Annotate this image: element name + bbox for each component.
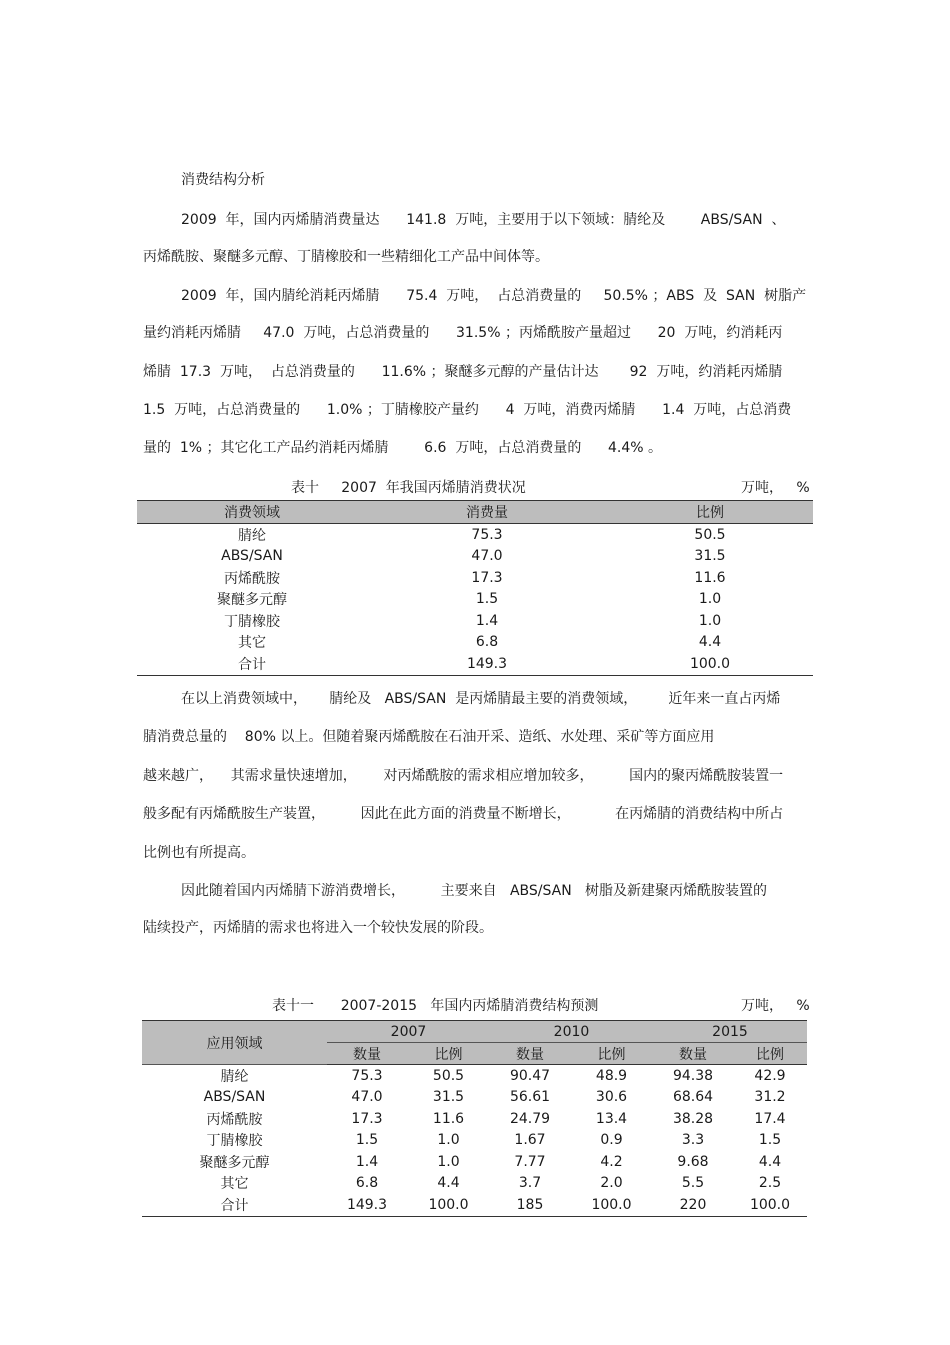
cell-ratio: 100.0 <box>689 655 731 672</box>
table-row <box>142 1173 807 1195</box>
cell-ratio-2007: 4.4 <box>437 1175 460 1192</box>
cell-ratio-2010: 0.9 <box>600 1132 623 1149</box>
paragraph-2-line-2: 量约消耗丙烯腈 47.0 万吨，占总消费量的 31.5% ；丙烯酰胺产量超过 20 万吨，约消耗丙 <box>143 325 783 341</box>
cell-qty-2010: 90.47 <box>509 1067 551 1084</box>
cell-qty-2010: 1.67 <box>514 1132 546 1149</box>
paragraph-3-line-4: 般多配有丙烯酰胺生产装置， 因此在此方面的消费量不断增长， 在丙烯腈的消费结构中所占 <box>143 806 784 822</box>
table-10 <box>137 500 813 676</box>
cell-qty-2010: 56.61 <box>509 1089 551 1106</box>
table-header-row-years <box>142 1021 807 1043</box>
header-consumption-amount: 消费量 <box>367 501 607 524</box>
cell-field: 聚醚多元醇 <box>199 1154 270 1171</box>
cell-ratio-2007: 1.0 <box>437 1132 460 1149</box>
paragraph-4-line-1: 因此随着国内丙烯腈下游消费增长， 主要来自 ABS/SAN 树脂及新建聚丙烯酰胺装置的 <box>181 883 768 899</box>
cell-ratio: 4.4 <box>698 634 722 651</box>
cell-ratio-2010: 13.4 <box>595 1110 628 1127</box>
cell-field: 其它 <box>220 1176 249 1193</box>
table-row <box>142 1087 807 1109</box>
cell-ratio-2015: 17.4 <box>754 1110 786 1127</box>
paragraph-2-line-3: 烯腈 17.3 万吨， 占总消费量的 11.6% ；聚醚多元醇的产量估计达 92 万吨，约消耗丙烯腈 <box>143 364 783 380</box>
cell-qty-2007: 149.3 <box>346 1196 388 1213</box>
header-year-2007: 2007 <box>327 1021 490 1043</box>
paragraph-1-line-2: 丙烯酰胺、聚醚多元醇、丁腈橡胶和一些精细化工产品中间体等。 <box>143 249 549 265</box>
table-row <box>137 610 813 632</box>
cell-field: 丁腈橡胶 <box>224 613 280 630</box>
cell-amount: 149.3 <box>466 655 508 672</box>
cell-ratio-2015: 100.0 <box>749 1196 791 1213</box>
cell-amount: 75.3 <box>471 526 503 543</box>
paragraph-2-line-1: 2009 年，国内腈纶消耗丙烯腈 75.4 万吨， 占总消费量的 50.5% ；ABS 及 SAN 树脂产 <box>181 288 807 304</box>
cell-field: ABS/SAN <box>203 1089 266 1106</box>
table-11 <box>142 1020 807 1217</box>
cell-field: 丙烯酰胺 <box>206 1111 263 1128</box>
cell-qty-2007: 6.8 <box>355 1175 379 1192</box>
cell-qty-2007: 75.3 <box>351 1067 383 1084</box>
cell-qty-2010: 7.77 <box>514 1153 546 1170</box>
cell-field: 丙烯酰胺 <box>224 570 280 587</box>
table-row <box>137 589 813 611</box>
table-11-unit: 万吨， % <box>741 998 810 1014</box>
cell-ratio: 1.0 <box>698 591 722 608</box>
header-quantity: 数量 <box>327 1043 407 1065</box>
paragraph-3-line-2: 腈消费总量的 80% 以上。但随着聚丙烯酰胺在石油开采、造纸、水处理、采矿等方面应用 <box>143 729 715 745</box>
cell-qty-2015: 5.5 <box>681 1175 705 1192</box>
cell-ratio-2015: 2.5 <box>758 1175 782 1192</box>
cell-ratio: 50.5 <box>694 526 726 543</box>
table-row <box>137 546 813 568</box>
header-ratio: 比例 <box>607 501 813 524</box>
cell-amount: 17.3 <box>471 569 503 586</box>
cell-ratio-2010: 30.6 <box>595 1089 628 1106</box>
cell-amount: 1.4 <box>475 612 499 629</box>
paragraph-2-line-5: 量的 1% ；其它化工产品约消耗丙烯腈 6.6 万吨，占总消费量的 4.4% 。 <box>143 440 663 456</box>
table-row <box>137 524 813 546</box>
cell-field: ABS/SAN <box>221 548 283 565</box>
cell-qty-2010: 185 <box>516 1196 544 1213</box>
header-year-2015: 2015 <box>653 1021 807 1043</box>
table-11-caption: 表十一 2007-2015 年国内丙烯腈消费结构预测 <box>272 998 599 1014</box>
cell-ratio-2015: 42.9 <box>754 1067 786 1084</box>
cell-ratio-2010: 4.2 <box>600 1153 623 1170</box>
cell-qty-2007: 47.0 <box>351 1089 383 1106</box>
table-row <box>142 1065 807 1087</box>
cell-ratio-2015: 31.2 <box>754 1089 786 1106</box>
header-year-2010: 2010 <box>490 1021 653 1043</box>
cell-amount: 6.8 <box>475 634 499 651</box>
cell-qty-2007: 1.5 <box>355 1132 379 1149</box>
cell-field: 腈纶 <box>220 1068 249 1085</box>
cell-amount: 1.5 <box>475 591 499 608</box>
cell-ratio-2007: 31.5 <box>432 1089 465 1106</box>
table-10-caption: 表十 2007 年我国丙烯腈消费状况 <box>291 480 526 496</box>
table-row <box>142 1108 807 1130</box>
cell-ratio-2010: 48.9 <box>595 1067 628 1084</box>
cell-field: 腈纶 <box>238 527 266 544</box>
header-quantity: 数量 <box>653 1043 733 1065</box>
paragraph-3-line-3: 越来越广， 其需求量快速增加， 对丙烯酰胺的需求相应增加较多， 国内的聚丙烯酰胺装置一 <box>143 768 784 784</box>
table-header-row <box>137 501 813 524</box>
paragraph-3-line-1: 在以上消费领域中， 腈纶及 ABS/SAN 是丙烯腈最主要的消费领域， 近年来一直占丙烯 <box>181 691 781 707</box>
cell-qty-2010: 3.7 <box>518 1175 542 1192</box>
cell-qty-2015: 68.64 <box>672 1089 714 1106</box>
header-ratio: 比例 <box>733 1043 807 1065</box>
cell-field: 聚醚多元醇 <box>217 592 287 609</box>
cell-qty-2010: 24.79 <box>509 1110 551 1127</box>
cell-ratio-2010: 100.0 <box>591 1196 632 1213</box>
cell-qty-2015: 38.28 <box>672 1110 714 1127</box>
paragraph-4-line-2: 陆续投产，丙烯腈的需求也将进入一个较快发展的阶段。 <box>143 920 493 936</box>
cell-qty-2015: 3.3 <box>681 1132 705 1149</box>
table-row <box>142 1151 807 1173</box>
header-ratio: 比例 <box>570 1043 653 1065</box>
cell-ratio-2007: 11.6 <box>432 1110 465 1127</box>
cell-qty-2015: 9.68 <box>677 1153 709 1170</box>
cell-qty-2015: 94.38 <box>672 1067 714 1084</box>
cell-field: 合计 <box>220 1197 249 1214</box>
paragraph-2-line-4: 1.5 万吨，占总消费量的 1.0% ；丁腈橡胶产量约 4 万吨，消费丙烯腈 1.4 万吨，占总消费 <box>143 402 792 418</box>
table-row-total <box>137 653 813 675</box>
cell-qty-2015: 220 <box>679 1196 707 1213</box>
cell-ratio-2007: 100.0 <box>428 1196 469 1213</box>
cell-qty-2007: 17.3 <box>351 1110 383 1127</box>
table-10-unit: 万吨， % <box>741 480 810 496</box>
header-consumption-field: 消费领域 <box>137 501 367 524</box>
cell-ratio: 11.6 <box>694 569 726 586</box>
cell-ratio: 31.5 <box>694 548 726 565</box>
header-application-field: 应用领域 <box>142 1021 327 1065</box>
cell-ratio-2007: 1.0 <box>437 1153 460 1170</box>
table-row <box>137 632 813 654</box>
cell-ratio-2010: 2.0 <box>600 1175 623 1192</box>
section-title: 消费结构分析 <box>181 172 265 188</box>
cell-field: 合计 <box>238 656 266 673</box>
cell-qty-2007: 1.4 <box>355 1153 379 1170</box>
cell-ratio-2015: 4.4 <box>758 1153 782 1170</box>
cell-ratio: 1.0 <box>698 612 722 629</box>
table-row <box>137 567 813 589</box>
cell-field: 其它 <box>238 635 266 652</box>
cell-ratio-2007: 50.5 <box>432 1067 465 1084</box>
table-row <box>142 1130 807 1152</box>
header-quantity: 数量 <box>490 1043 570 1065</box>
cell-field: 丁腈橡胶 <box>206 1133 263 1150</box>
cell-ratio-2015: 1.5 <box>758 1132 782 1149</box>
table-row-total <box>142 1194 807 1216</box>
header-ratio: 比例 <box>407 1043 490 1065</box>
paragraph-3-line-5: 比例也有所提高。 <box>143 845 255 861</box>
cell-amount: 47.0 <box>471 548 503 565</box>
paragraph-1-line-1: 2009 年，国内丙烯腈消费量达 141.8 万吨，主要用于以下领域：腈纶及 ABS/SAN 、 <box>181 212 786 228</box>
